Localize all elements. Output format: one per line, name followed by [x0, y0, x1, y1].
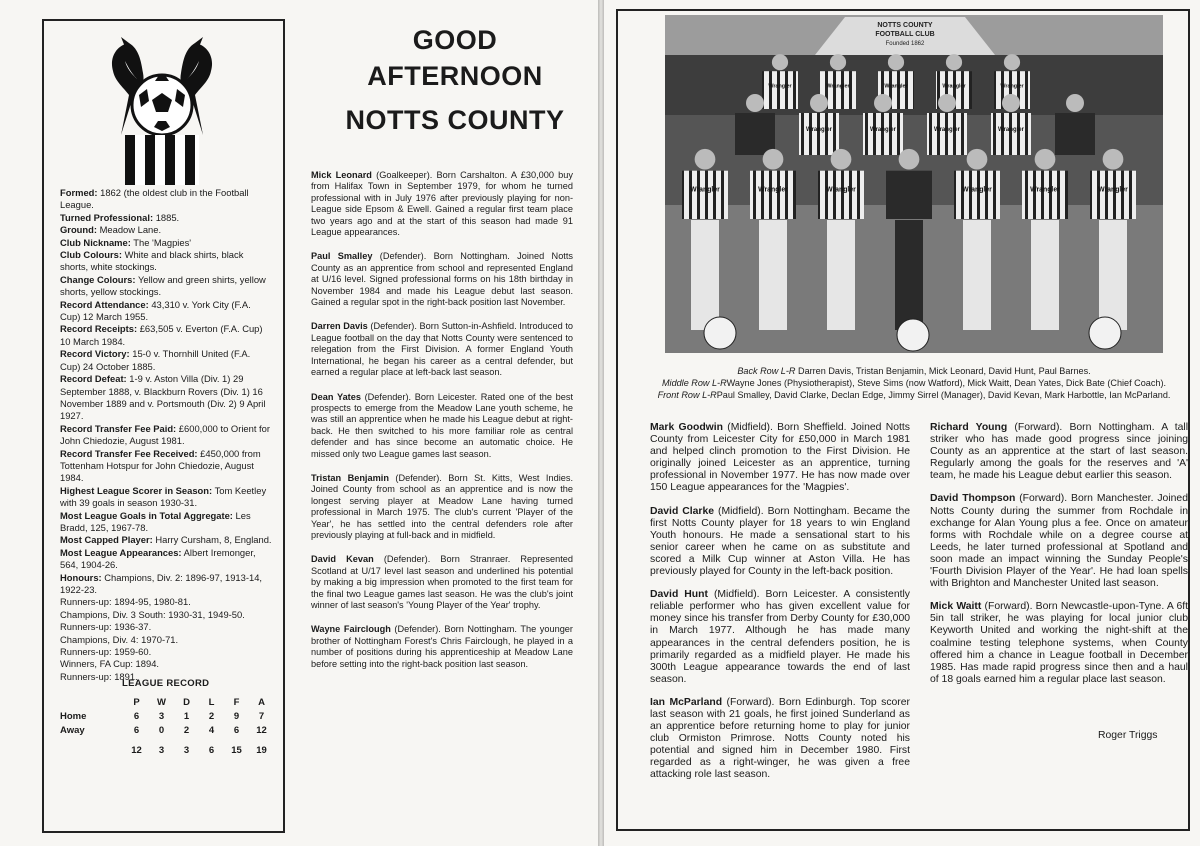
- player-bio: [930, 493, 1188, 590]
- club-fact: [60, 212, 273, 224]
- club-fact: [60, 485, 273, 510]
- totals-row: 12 3 3 6 15 19: [131, 744, 267, 756]
- football: [897, 319, 929, 351]
- stand-sign-line: NOTTS COUNTY: [877, 22, 933, 29]
- club-fact: [60, 224, 273, 236]
- shirt-sponsor: Wrangler: [884, 83, 908, 90]
- club-fact-text: Albert Iremonger, 564, 1904-26.: [60, 546, 256, 571]
- player-name: Mick Waitt: [930, 601, 982, 613]
- player-bio: [311, 624, 573, 670]
- shirt-sponsor: Wrangler: [758, 186, 788, 194]
- club-fact-label: Record Transfer Fee Paid:: [60, 422, 177, 434]
- player-name: David Kevan: [311, 554, 374, 565]
- club-fact: [60, 348, 273, 373]
- shirt-sponsor: Wrangler: [826, 83, 850, 90]
- club-fact-text: The 'Magpies': [133, 236, 192, 248]
- team-photo-image: [665, 15, 1163, 353]
- shirt-sponsor: Wrangler: [934, 127, 960, 133]
- player-bio: [930, 422, 1188, 482]
- player-bios-column-a: [650, 422, 910, 793]
- player-bio-text: (Defender). Born St. Kitts, West Indies. Joined County from school as an apprentice and is now the longest serving player at Meadow Lane having turned professional in March 1975. The club's current 'Player of the Year', he has settled into the central defenders role after previously playing at full-back and in midfield.: [311, 472, 573, 540]
- club-fact-text: Yellow and green shirts, yellow shorts, yellow stockings.: [60, 273, 266, 298]
- title-line: GOOD: [412, 25, 498, 55]
- player-bio: [311, 251, 573, 308]
- caption-line: [640, 390, 1188, 402]
- club-fact-text: Winners, FA Cup: 1894.: [60, 658, 160, 670]
- club-fact-label: Record Attendance:: [60, 298, 149, 310]
- club-fact-text: £600,000 to Orient for John Chiedozie, August 1981.: [60, 422, 271, 447]
- club-fact: [60, 423, 273, 448]
- club-fact: [60, 572, 273, 597]
- player-bio: [930, 601, 1188, 686]
- shirt-sponsor: Wrangler: [962, 186, 992, 194]
- shirt-sponsor: Wrangler: [998, 127, 1024, 133]
- caption-line: [640, 378, 1188, 390]
- club-fact-text: 1885.: [155, 211, 180, 223]
- player-bio-text: (Forward). Born Manchester. Joined Notts County during the summer from Rochdale in exchange for Alan Young plus a fee. Once on amateur forms with Rochdale while on a degree course at Leeds, he later turned professional at Spotland and soon made an impact winning the Sunday People's 'Fourth Division Player of the Year'. He had loan spells with Brighton and Manchester United last season.: [930, 493, 1188, 590]
- club-fact: [60, 609, 273, 621]
- club-fact-label: Highest League Scorer in Season:: [60, 484, 213, 496]
- player-bio-text: (Midfield). Born Sheffield. Joined Notts County from Leicester City for £50,000 in March 1981 and helped clinch promotion to the First Division. He originally joined Leicester as an apprentice, turning professional in November 1977. He has now made over 150 League appearances for the 'Magpies'.: [650, 422, 910, 494]
- club-fact-text: Les Bradd, 125, 1967-78.: [60, 509, 251, 533]
- club-fact: [60, 274, 273, 299]
- club-fact: [60, 646, 273, 658]
- player-bio: [650, 422, 910, 495]
- shirt-sponsor: Wrangler: [768, 83, 792, 90]
- stand-sign-line: FOOTBALL CLUB: [875, 31, 935, 38]
- player-bio-text: (Defender). Born Nottingham. Joined Notts County as an apprentice from school and represented England at U/16 level. Signed professional forms on his 18th birthday in November 1984 and made his League debut last season. Gained a regular spot in the right-back position last November.: [311, 251, 573, 308]
- club-fact-text: 43,310 v. York City (F.A. Cup) 12 March 1955.: [60, 298, 251, 323]
- club-fact-text: Runners-up: 1894-95, 1980-81.: [60, 596, 191, 608]
- club-fact-text: Runners-up: 1936-37.: [60, 621, 152, 633]
- caption-row-label: Front Row L-R: [657, 389, 717, 400]
- club-fact-text: Harry Cursham, 8, England.: [155, 534, 272, 546]
- club-fact-label: Club Colours:: [60, 249, 122, 261]
- caption-line: [640, 366, 1188, 378]
- club-fact: [60, 634, 273, 646]
- club-crest-logo: [99, 35, 225, 185]
- football: [704, 317, 736, 349]
- club-fact-label: Record Victory:: [60, 348, 130, 360]
- player-name: Ian McParland: [650, 696, 723, 708]
- club-fact-label: Record Transfer Fee Received:: [60, 447, 198, 459]
- club-fact-label: Most League Appearances:: [60, 546, 182, 558]
- col-header: A: [258, 696, 265, 708]
- club-fact: [60, 658, 273, 670]
- club-fact-label: Record Receipts:: [60, 323, 138, 335]
- player-name: Tristan Benjamin: [311, 472, 389, 483]
- team-photo: [665, 15, 1163, 353]
- shirt-sponsor: Wrangler: [942, 83, 966, 90]
- player-name: Mick Leonard: [311, 170, 372, 180]
- player-bio: [311, 392, 573, 460]
- player-bio-text: (Midfield). Born Leicester. A consistently reliable performer who has given excellent value for money since his transfer from Derby County for £30,000 in March 1977. Although he has made many appearances in the central defenders position, he is primarily regarded as a midfield player. He made his 300th League appearance towards the end of last season.: [650, 589, 910, 685]
- football: [1089, 317, 1121, 349]
- player-bio-text: (Forward). Born Nottingham. A tall striker who has made good progress since joining County as an apprentice at the start of last season. Regularly among the goals for the reserves and 'A' team, he made his League debut earlier this season.: [930, 422, 1188, 482]
- player-bio-text: (Defender). Born Sutton-in-Ashfield. Introduced to League football on the day that Notts County were sentenced to relegation from the First Division. A former England Youth International, he began his career as a central defender, but earned a regular place at left-back last season.: [311, 321, 573, 378]
- shirt-sponsor: Wrangler: [1030, 186, 1060, 194]
- club-fact-label: Honours:: [60, 571, 102, 583]
- club-fact-label: Record Defeat:: [60, 373, 127, 385]
- player-bio: [311, 321, 573, 378]
- col-header: L: [208, 696, 215, 708]
- club-fact: [60, 621, 273, 633]
- club-fact: [60, 249, 273, 274]
- table-row: Away 6 0 2 4 6 12: [60, 724, 267, 736]
- club-fact-text: £63,505 v. Everton (F.A. Cup) 10 March 1984.: [60, 323, 263, 347]
- col-header: W: [157, 696, 166, 708]
- player-bio-text: (Defender). Born Nottingham. The younger brother of Nottingham Forest's Chris Fairclough, he played in a number of positions during his apprenticeship at Meadow Lane before setting into the right-back position last season.: [311, 624, 573, 669]
- caption-row-label: Back Row L-R: [737, 366, 796, 376]
- player-bio: [650, 589, 910, 686]
- club-fact-text: Tom Keetley with 39 goals in season 1930-31.: [60, 484, 267, 509]
- club-fact-text: 1862 (the oldest club in the Football League.: [60, 187, 249, 211]
- caption-names: Darren Davis, Tristan Benjamin, Mick Leonard, David Hunt, Paul Barnes.: [795, 366, 1091, 376]
- player-name: David Clarke: [650, 505, 715, 517]
- club-fact-text: £450,000 from Tottenham Hotspur for John Chiedozie, August 1984.: [60, 447, 261, 484]
- club-fact-text: Meadow Lane.: [99, 224, 162, 236]
- club-fact: [60, 448, 273, 485]
- caption-names: Wayne Jones (Physiotherapist), Steve Sims (now Watford), Mick Waitt, Dean Yates, Dick Bate (Chief Coach).: [726, 377, 1167, 388]
- caption-names: Paul Smalley, David Clarke, Declan Edge, Jimmy Sirrel (Manager), David Kevan, Mark Harbottle, Ian McParland.: [716, 389, 1171, 400]
- author-signature: Roger Triggs: [1098, 730, 1158, 741]
- club-fact-label: Most League Goals in Total Aggregate:: [60, 509, 233, 521]
- player-bio-text: (Forward). Born Edinburgh. Top scorer last season with 21 goals, he first joined Sunderland as an apprentice before returning home to play for junior club Ormiston Primrose. Notts County noted his potential and signed him in December 1980. First regarded as a right-winger, he was given a free attacking role last season.: [650, 696, 910, 781]
- player-name: David Thompson: [930, 493, 1016, 505]
- club-fact: [60, 534, 273, 546]
- club-fact-label: Most Capped Player:: [60, 534, 153, 546]
- col-header: F: [233, 696, 240, 708]
- player-bios-column-b: [930, 422, 1188, 697]
- club-fact-label: Formed:: [60, 187, 98, 198]
- player-name: Mark Goodwin: [650, 422, 723, 433]
- club-fact: [60, 323, 273, 348]
- col-header: P: [133, 696, 140, 708]
- shirt-sponsor: Wrangler: [870, 127, 896, 133]
- club-fact-text: Runners-up: 1959-60.: [60, 646, 152, 658]
- club-fact-text: Runners-up: 1891.: [60, 670, 138, 682]
- league-record-title: LEAGUE RECORD: [122, 678, 210, 689]
- club-fact-label: Change Colours:: [60, 273, 136, 285]
- club-fact: [60, 299, 273, 324]
- player-bios-left: [311, 170, 573, 683]
- club-fact-text: 15-0 v. Thornhill United (F.A. Cup) 24 October 1885.: [60, 348, 251, 372]
- player-name: Richard Young: [930, 422, 1008, 433]
- club-fact-text: Champions, Div. 2: 1896-97, 1913-14, 1922-23.: [60, 571, 263, 595]
- title-line: NOTTS COUNTY: [345, 105, 565, 135]
- club-fact-text: Champions, Div. 3 South: 1930-31, 1949-50.: [60, 608, 245, 620]
- club-fact: [60, 373, 273, 423]
- player-bio: [650, 697, 910, 782]
- club-fact-label: Turned Professional:: [60, 211, 154, 223]
- player-name: David Hunt: [650, 589, 708, 601]
- shirt-sponsor: Wrangler: [1000, 83, 1024, 90]
- club-fact-text: Champions, Div. 4: 1970-71.: [60, 633, 179, 645]
- player-bio: [311, 170, 573, 238]
- club-fact: [60, 237, 273, 249]
- club-facts-list: [60, 187, 273, 683]
- club-fact: [60, 187, 273, 212]
- shirt-sponsor: Wrangler: [826, 186, 856, 194]
- photo-caption: [640, 366, 1188, 401]
- club-fact-text: 1-9 v. Aston Villa (Div. 1) 29 September 1888, v. Blackburn Rovers (Div. 1) 16 November 1889 and v. Portsmouth (Div. 2) 9 April 1927.: [60, 373, 266, 422]
- player-bio: [311, 554, 573, 611]
- player-bio: [311, 473, 573, 541]
- table-row: Home 6 3 1 2 9 7: [60, 710, 265, 722]
- player-name: Paul Smalley: [311, 251, 373, 262]
- player-bio: [650, 506, 910, 579]
- shirt-sponsor: Wrangler: [1098, 186, 1128, 194]
- club-fact-label: Ground:: [60, 224, 97, 236]
- league-record-table: [60, 695, 274, 757]
- player-bio-text: (Midfield). Born Nottingham. Became the first Notts County player for 18 years to win England Youth honours. He made a sensational start to his senior career when he came on as substitute and scored a Milk Cup winner at Aston Villa. He has previously played for County in the left-back position.: [650, 505, 910, 578]
- club-fact-label: Club Nickname:: [60, 236, 131, 248]
- player-bio-text: (Goalkeeper). Born Carshalton. A £30,000 buy from Halifax Town in September 1979, for whom he turned professional with in July 1976 after previously playing for non-League side Epsom & Ewell. Gained a regular first team place two years ago and at the start of this season had made 91 League appearances.: [311, 170, 573, 238]
- player-bio-text: (Defender). Born Leicester. Rated one of the best prospects to emerge from the Meadow Lane youth scheme, he was still an apprentice when he made his League debut at right-back. He then switched to his more familiar role as central defender and has since become an automatic choice. He missed only two League games last season.: [311, 391, 573, 459]
- stand-sign-line: Founded 1862: [885, 41, 925, 47]
- title-line: AFTERNOON: [367, 61, 543, 91]
- club-fact: [60, 510, 273, 535]
- player-name: Darren Davis: [311, 321, 368, 332]
- page-title: [310, 22, 600, 138]
- club-fact: [60, 596, 273, 608]
- shirt-sponsor: Wrangler: [806, 127, 832, 133]
- player-bio-text: (Defender). Born Stranraer. Represented Scotland at U/17 level last season and underlined his potential by making a big impression when promoted to the first team for the final two League games last season. He was the club's joint winner of last season's 'Young Player of the Year' trophy.: [311, 554, 573, 610]
- club-fact: [60, 547, 273, 572]
- player-name: Dean Yates: [311, 391, 361, 402]
- caption-row-label: Middle Row L-R: [661, 377, 727, 388]
- player-name: Wayne Fairclough: [311, 624, 391, 635]
- col-header: D: [183, 696, 190, 708]
- club-fact-text: White and black shirts, black shorts, white stockings.: [60, 249, 244, 273]
- shirt-sponsor: Wrangler: [690, 186, 720, 194]
- player-bio-text: (Forward). Born Newcastle-upon-Tyne. A 6ft 5in tall striker, he was playing for local junior club Keyworth United and working the night-shift at the coalmine testing telephone systems, when County offered him a chance in League football in December 1985. Has made rapid progress since then and a haul of 18 goals earned him a regular place last season.: [930, 601, 1188, 685]
